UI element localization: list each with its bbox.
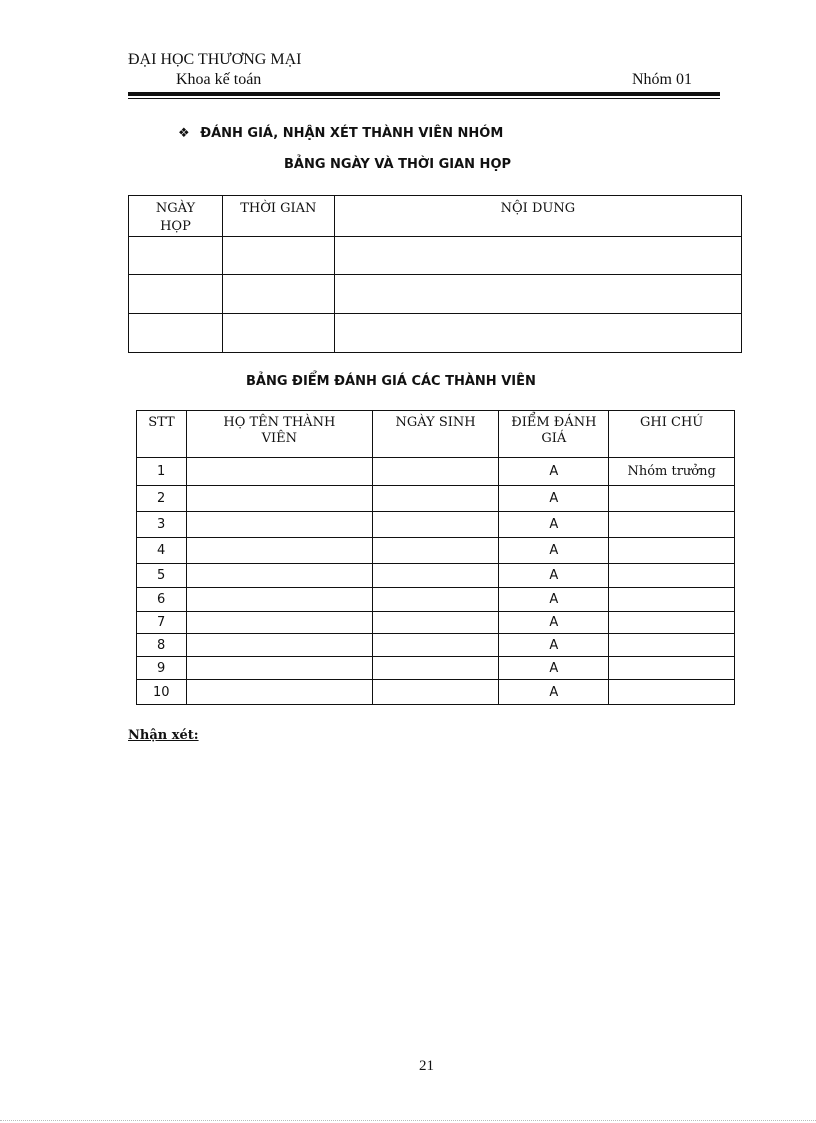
table-cell-note bbox=[609, 657, 735, 680]
department-name: Khoa kế toán bbox=[176, 71, 262, 88]
table-row bbox=[137, 458, 735, 486]
table-cell-score: A bbox=[499, 538, 609, 564]
header-cell-meeting-date: NGÀY HỌP bbox=[129, 196, 223, 237]
table-cell-stt: 8 bbox=[137, 634, 187, 657]
table-cell-score: A bbox=[499, 564, 609, 588]
table-cell-name bbox=[186, 512, 372, 538]
table-cell-score: A bbox=[499, 486, 609, 512]
table-cell-stt: 3 bbox=[137, 512, 187, 538]
table-row bbox=[137, 512, 735, 538]
table-cell-dob bbox=[372, 538, 499, 564]
table-cell-name bbox=[186, 564, 372, 588]
header-cell-member-name: HỌ TÊN THÀNH VIÊN bbox=[186, 411, 372, 458]
table-cell-dob bbox=[372, 588, 499, 612]
table-cell-score: A bbox=[499, 612, 609, 634]
table-row bbox=[137, 657, 735, 680]
table-cell-score: A bbox=[499, 588, 609, 612]
table-cell-stt: 10 bbox=[137, 680, 187, 705]
header-cell-stt: STT bbox=[137, 411, 187, 458]
table-cell-stt: 1 bbox=[137, 458, 187, 486]
header-cell-note: GHI CHÚ bbox=[609, 411, 735, 458]
diamond-bullet-icon: ❖ bbox=[178, 126, 190, 141]
table-row bbox=[129, 237, 742, 275]
table-cell-stt: 5 bbox=[137, 564, 187, 588]
table-cell-dob bbox=[372, 657, 499, 680]
table-cell-dob bbox=[372, 458, 499, 486]
table-row bbox=[137, 486, 735, 512]
table-row bbox=[137, 680, 735, 705]
table-cell-dob bbox=[372, 634, 499, 657]
page-bottom-divider bbox=[0, 1120, 816, 1121]
table-cell-note bbox=[609, 512, 735, 538]
table-cell-name bbox=[186, 458, 372, 486]
table-cell-note bbox=[609, 680, 735, 705]
table-cell-name bbox=[186, 486, 372, 512]
header-cell-time: THỜI GIAN bbox=[222, 196, 334, 237]
table-cell-stt: 9 bbox=[137, 657, 187, 680]
table-row bbox=[137, 634, 735, 657]
table-cell-score: A bbox=[499, 657, 609, 680]
score-table-header-row bbox=[137, 411, 735, 458]
table-cell-dob bbox=[372, 564, 499, 588]
table-cell bbox=[222, 275, 334, 314]
table-cell-name bbox=[186, 538, 372, 564]
table-cell-score: A bbox=[499, 680, 609, 705]
header-cell-content: NỘI DUNG bbox=[334, 196, 741, 237]
table-cell-stt: 4 bbox=[137, 538, 187, 564]
table-cell-note bbox=[609, 538, 735, 564]
meeting-table-title: BẢNG NGÀY VÀ THỜI GIAN HỌP bbox=[284, 157, 512, 172]
header-cell-score: ĐIỂM ĐÁNH GIÁ bbox=[499, 411, 609, 458]
table-cell-stt: 2 bbox=[137, 486, 187, 512]
table-cell-stt: 6 bbox=[137, 588, 187, 612]
table-cell bbox=[129, 314, 223, 353]
header-rule-thick bbox=[128, 92, 720, 96]
page-number: 21 bbox=[419, 1058, 434, 1074]
table-cell-name bbox=[186, 612, 372, 634]
table-cell-dob bbox=[372, 486, 499, 512]
table-cell-dob bbox=[372, 512, 499, 538]
table-cell-note bbox=[609, 612, 735, 634]
meeting-table bbox=[128, 195, 742, 353]
university-name: ĐẠI HỌC THƯƠNG MẠI bbox=[128, 51, 302, 68]
score-table-title: BẢNG ĐIỂM ĐÁNH GIÁ CÁC THÀNH VIÊN bbox=[246, 374, 536, 389]
table-cell-score: A bbox=[499, 458, 609, 486]
table-row bbox=[137, 564, 735, 588]
meeting-table-header-row bbox=[129, 196, 742, 237]
table-cell-score: A bbox=[499, 512, 609, 538]
table-cell-dob bbox=[372, 680, 499, 705]
table-row bbox=[137, 588, 735, 612]
table-row bbox=[129, 314, 742, 353]
table-cell-name bbox=[186, 588, 372, 612]
table-cell-dob bbox=[372, 612, 499, 634]
table-cell-note bbox=[609, 564, 735, 588]
table-cell bbox=[222, 237, 334, 275]
table-cell-stt: 7 bbox=[137, 612, 187, 634]
remarks-label: Nhận xét: bbox=[128, 728, 199, 743]
header-cell-dob: NGÀY SINH bbox=[372, 411, 499, 458]
table-cell-score: A bbox=[499, 634, 609, 657]
table-cell bbox=[129, 237, 223, 275]
table-row bbox=[137, 612, 735, 634]
table-cell-name bbox=[186, 634, 372, 657]
table-cell-name bbox=[186, 680, 372, 705]
table-cell bbox=[334, 275, 741, 314]
table-cell bbox=[334, 314, 741, 353]
header-rule-thin bbox=[128, 98, 720, 99]
table-cell bbox=[222, 314, 334, 353]
section-title bbox=[178, 126, 503, 141]
table-cell bbox=[334, 237, 741, 275]
table-cell-name bbox=[186, 657, 372, 680]
score-table bbox=[136, 410, 735, 705]
table-cell-note: Nhóm trưởng bbox=[609, 458, 735, 486]
table-cell-note bbox=[609, 588, 735, 612]
table-row bbox=[137, 538, 735, 564]
table-cell bbox=[129, 275, 223, 314]
section-title-text: ĐÁNH GIÁ, NHẬN XÉT THÀNH VIÊN NHÓM bbox=[200, 126, 504, 141]
table-row bbox=[129, 275, 742, 314]
group-label: Nhóm 01 bbox=[632, 71, 692, 88]
table-cell-note bbox=[609, 634, 735, 657]
table-cell-note bbox=[609, 486, 735, 512]
